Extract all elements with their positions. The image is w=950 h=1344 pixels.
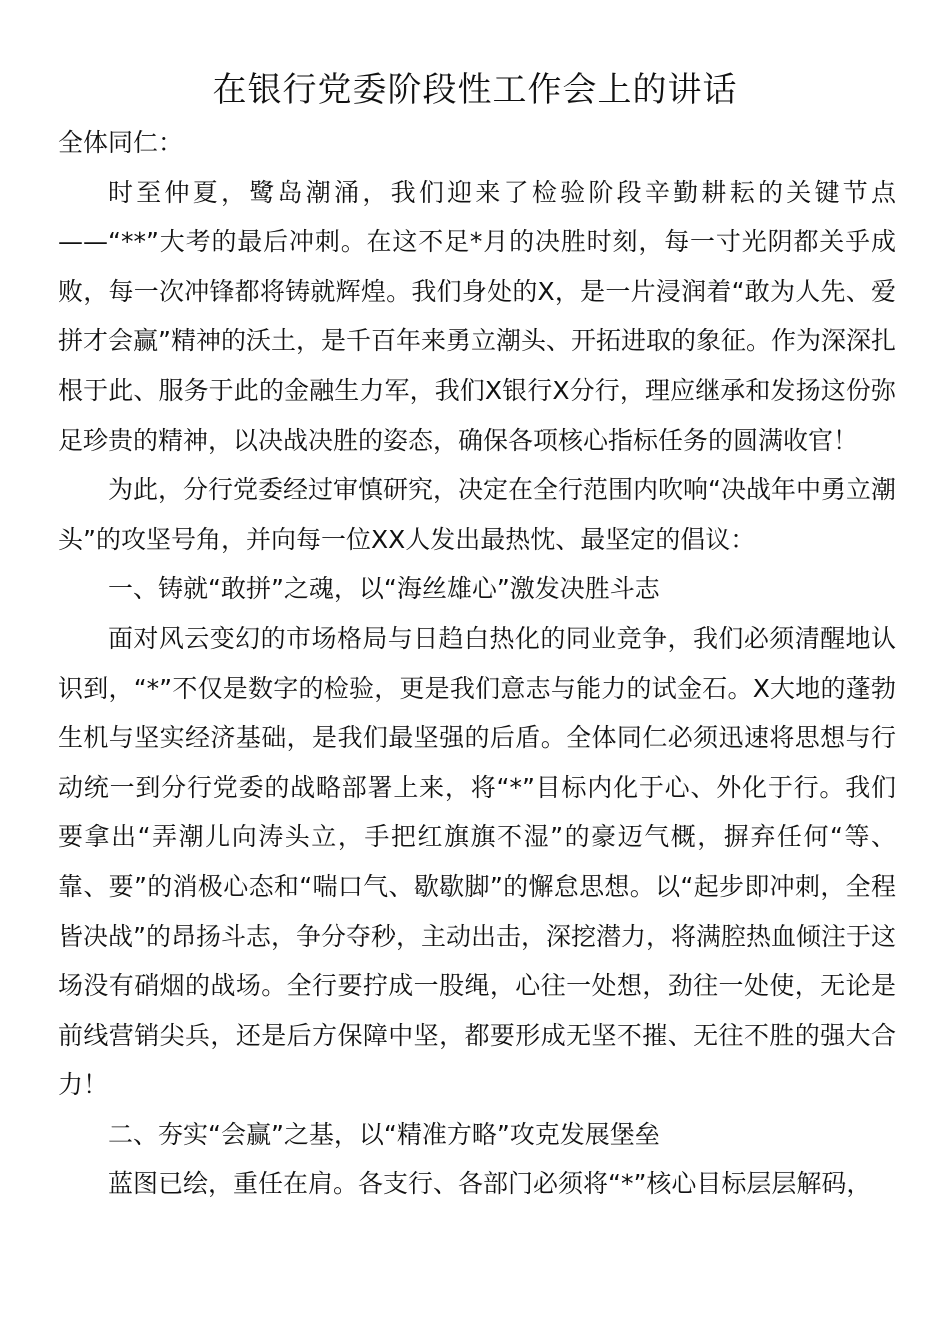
- paragraph-section-1: 面对风云变幻的市场格局与日趋白热化的同业竞争，我们必须清醒地认识到，“*”不仅是数字的检验，更是我们意志与能力的试金石。X大地的蓬勃生机与坚实经济基础，是我们最坚强的后盾。全体同仁必须迅速将思想与行动统一到分行党委的战略部署上来，将“*”目标内化于心、外化于行。我们要拿出“弄潮儿向涛头立，手把红旗旗不湿”的豪迈气概，摒弃任何“等、靠、要”的消极心态和“喘口气、歇歇脚”的懈怠思想。以“起步即冲刺，全程皆决战”的昂扬斗志，争分夺秒，主动出击，深挖潜力，将满腔热血倾注于这场没有硝烟的战场。全行要拧成一股绳，心往一处想，劲往一处使，无论是前线营销尖兵，还是后方保障中坚，都要形成无坚不摧、无往不胜的强大合力！: [58, 623, 896, 1100]
- paragraph-section-2: 蓝图已绘，重任在肩。各支行、各部门必须将“*”核心目标层层解码，: [108, 1169, 872, 1199]
- section-heading-2: 二、夯实“会赢”之基，以“精准方略”攻克发展堡垒: [108, 1119, 660, 1149]
- paragraph-initiative: 为此，分行党委经过审慎研究，决定在全行范围内吹响“决战年中勇立潮头”的攻坚号角，并向每一位XX人发出最热忱、最坚定的倡议：: [58, 475, 896, 554]
- section-heading-1: 一、铸就“敢拼”之魂，以“海丝雄心”激发决胜斗志: [108, 574, 660, 604]
- paragraph-opening: 时至仲夏，鹭岛潮涌，我们迎来了检验阶段辛勤耕耘的关键节点——“**”大考的最后冲刺。在这不足*月的决胜时刻，每一寸光阴都关乎成败，每一次冲锋都将铸就辉煌。我们身处的X，是一片浸润着“敢为人先、爱拼才会赢”精神的沃土，是千百年来勇立潮头、开拓进取的象征。作为深深扎根于此、服务于此的金融生力军，我们X银行X分行，理应继承和发扬这份弥足珍贵的精神，以决战决胜的姿态，确保各项核心指标任务的圆满收官！: [58, 177, 896, 455]
- document-title: 在银行党委阶段性工作会上的讲话: [212, 70, 738, 110]
- document-body: [58, 118, 896, 1209]
- salutation: 全体同仁：: [58, 128, 184, 157]
